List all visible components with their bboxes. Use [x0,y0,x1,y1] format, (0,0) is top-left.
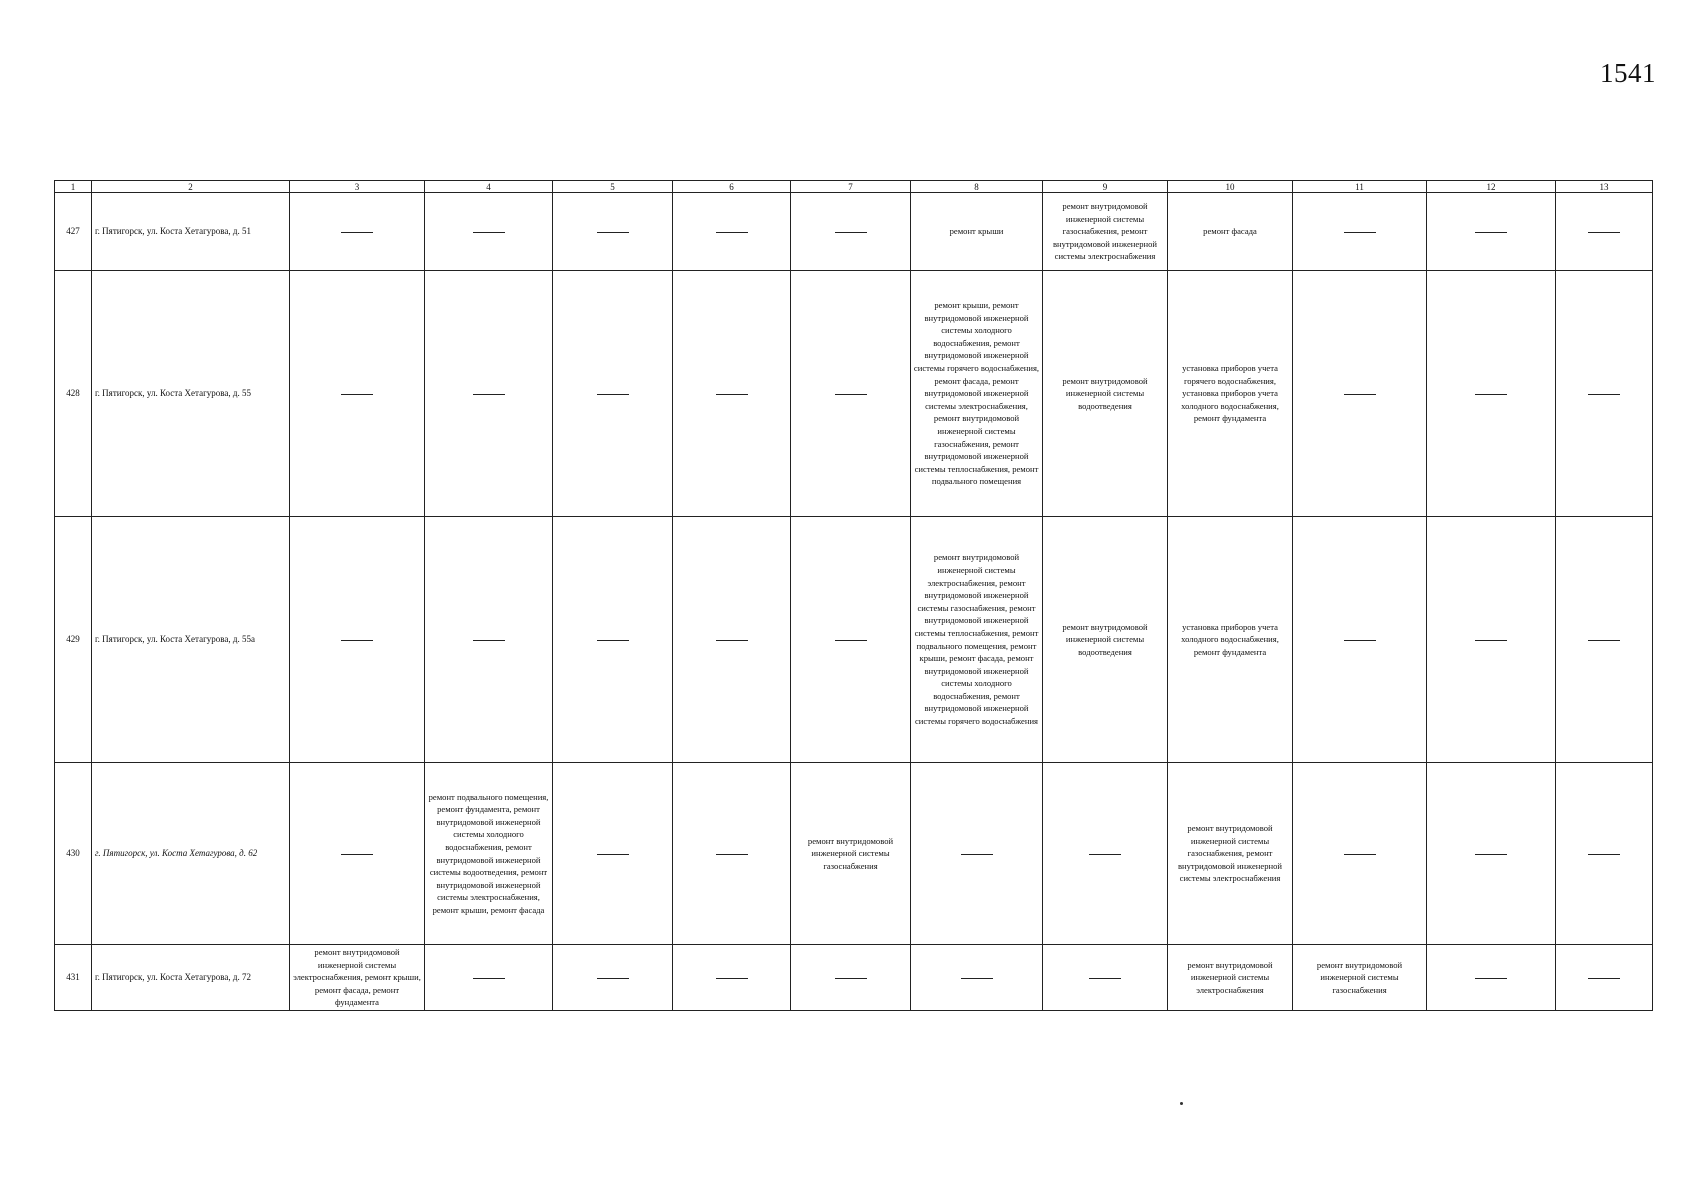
row-number: 431 [55,945,92,1011]
table-row [55,193,1653,271]
col-header: 12 [1427,181,1556,193]
empty-cell [1556,517,1653,763]
empty-cell [290,271,425,517]
dash-mark [1475,394,1507,395]
empty-cell [1427,945,1556,1011]
work-cell-col8: ремонт крыши, ремонт внутридомовой инженерной системы холодного водоснабжения, ремонт внутридомовой инженерной системы горячего водоснабжения, ремонт фасада, ремонт внутридомовой инженерной системы электроснабжения, ремонт внутридомовой инженерной системы газоснабжения, ремонт внутридомовой инженерной системы теплоснабжения, ремонт подвального помещения [911,271,1043,517]
empty-cell [1556,763,1653,945]
dash-mark [473,640,505,641]
empty-cell [425,945,553,1011]
dash-mark [597,394,629,395]
dash-mark [1588,854,1620,855]
dash-mark [716,978,748,979]
work-cell-col8: ремонт внутридомовой инженерной системы электроснабжения, ремонт внутридомовой инженерной системы газоснабжения, ремонт внутридомовой инженерной системы теплоснабжения, ремонт подвального помещения, ремонт крыши, ремонт фасада, ремонт внутридомовой инженерной системы холодного водоснабжения, ремонт внутридомовой инженерной системы горячего водоснабжения [911,517,1043,763]
empty-cell [553,763,673,945]
col-header: 5 [553,181,673,193]
empty-cell [1427,193,1556,271]
empty-cell [673,763,791,945]
col-header: 9 [1043,181,1168,193]
works-table [54,180,1653,1011]
work-cell-col9: ремонт внутридомовой инженерной системы газоснабжения, ремонт внутридомовой инженерной системы электроснабжения [1043,193,1168,271]
dash-mark [1344,232,1376,233]
work-cell-col10: ремонт внутридомовой инженерной системы электроснабжения [1168,945,1293,1011]
work-cell-col9: ремонт внутридомовой инженерной системы водоотведения [1043,517,1168,763]
dash-mark [716,232,748,233]
dash-mark [1344,854,1376,855]
empty-cell [673,271,791,517]
empty-cell [1043,763,1168,945]
dash-mark [835,232,867,233]
dash-mark [1344,394,1376,395]
row-address: г. Пятигорск, ул. Коста Хетагурова, д. 51 [92,193,290,271]
empty-cell [673,517,791,763]
empty-cell [1293,193,1427,271]
dash-mark [1588,394,1620,395]
row-number: 428 [55,271,92,517]
empty-cell [1427,763,1556,945]
empty-cell [1043,945,1168,1011]
dash-mark [835,394,867,395]
row-number: 429 [55,517,92,763]
dash-mark [1588,978,1620,979]
work-cell-col10: установка приборов учета холодного водоснабжения, ремонт фундамента [1168,517,1293,763]
row-address: г. Пятигорск, ул. Коста Хетагурова, д. 62 [92,763,290,945]
dash-mark [1588,640,1620,641]
empty-cell [290,193,425,271]
empty-cell [673,945,791,1011]
table-row [55,271,1653,517]
empty-cell [1293,271,1427,517]
work-cell-col3: ремонт внутридомовой инженерной системы электроснабжения, ремонт крыши, ремонт фасада, ремонт фундамента [290,945,425,1011]
empty-cell [1556,945,1653,1011]
work-cell-col10: ремонт внутридомовой инженерной системы газоснабжения, ремонт внутридомовой инженерной системы электроснабжения [1168,763,1293,945]
empty-cell [553,517,673,763]
empty-cell [791,193,911,271]
work-cell-col10: ремонт фасада [1168,193,1293,271]
empty-cell [1556,271,1653,517]
dash-mark [1344,640,1376,641]
dash-mark [597,232,629,233]
row-address: г. Пятигорск, ул. Коста Хетагурова, д. 55а [92,517,290,763]
dash-mark [341,232,373,233]
work-cell-col10: установка приборов учета горячего водоснабжения, установка приборов учета холодного водоснабжения, ремонт фундамента [1168,271,1293,517]
row-number: 430 [55,763,92,945]
table-row [55,517,1653,763]
col-header: 7 [791,181,911,193]
dash-mark [961,854,993,855]
dash-mark [961,978,993,979]
table-row [55,945,1653,1011]
row-address: г. Пятигорск, ул. Коста Хетагурова, д. 55 [92,271,290,517]
work-cell-col9: ремонт внутридомовой инженерной системы водоотведения [1043,271,1168,517]
col-header: 11 [1293,181,1427,193]
dash-mark [1089,978,1121,979]
dash-mark [341,640,373,641]
dash-mark [1089,854,1121,855]
empty-cell [425,517,553,763]
dash-mark [597,854,629,855]
dash-mark [1475,978,1507,979]
page-number: 1541 [1600,58,1656,88]
col-header: 13 [1556,181,1653,193]
empty-cell [425,193,553,271]
empty-cell [791,517,911,763]
empty-cell [1293,517,1427,763]
empty-cell [1293,763,1427,945]
col-header: 4 [425,181,553,193]
work-cell-col11: ремонт внутридомовой инженерной системы газоснабжения [1293,945,1427,1011]
empty-cell [911,945,1043,1011]
dash-mark [1475,232,1507,233]
empty-cell [553,271,673,517]
col-header: 10 [1168,181,1293,193]
empty-cell [425,271,553,517]
dash-mark [1475,854,1507,855]
col-header: 2 [92,181,290,193]
empty-cell [791,271,911,517]
work-cell-col8: ремонт крыши [911,193,1043,271]
col-header: 1 [55,181,92,193]
dash-mark [716,640,748,641]
empty-cell [290,517,425,763]
dash-mark [341,854,373,855]
dash-mark [473,232,505,233]
empty-cell [673,193,791,271]
dash-mark [597,978,629,979]
dash-mark [1588,232,1620,233]
dash-mark [473,978,505,979]
empty-cell [1556,193,1653,271]
row-address: г. Пятигорск, ул. Коста Хетагурова, д. 72 [92,945,290,1011]
work-cell-col4: ремонт подвального помещения, ремонт фундамента, ремонт внутридомовой инженерной системы холодного водоснабжения, ремонт внутридомовой инженерной системы водоотведения, ремонт внутридомовой инженерной системы электроснабжения, ремонт крыши, ремонт фасада [425,763,553,945]
col-header: 8 [911,181,1043,193]
scan-speck [1180,1102,1183,1105]
dash-mark [1475,640,1507,641]
column-number-row [55,181,1653,193]
empty-cell [553,193,673,271]
empty-cell [553,945,673,1011]
dash-mark [835,640,867,641]
dash-mark [716,394,748,395]
empty-cell [1427,517,1556,763]
dash-mark [473,394,505,395]
row-number: 427 [55,193,92,271]
empty-cell [791,945,911,1011]
dash-mark [341,394,373,395]
empty-cell [1427,271,1556,517]
work-cell-col7: ремонт внутридомовой инженерной системы газоснабжения [791,763,911,945]
dash-mark [716,854,748,855]
dash-mark [835,978,867,979]
empty-cell [290,763,425,945]
dash-mark [597,640,629,641]
empty-cell [911,763,1043,945]
table-row [55,763,1653,945]
col-header: 6 [673,181,791,193]
col-header: 3 [290,181,425,193]
